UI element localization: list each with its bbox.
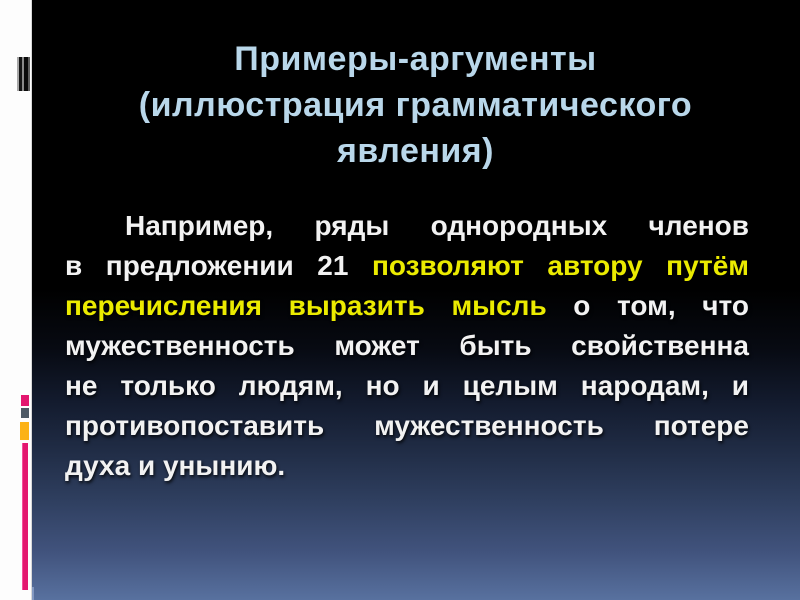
body-line — [65, 326, 749, 366]
body-text: не только людям, но и целым народам, и — [65, 370, 749, 401]
accent-marker-slate — [21, 408, 29, 418]
accent-marker-amber — [20, 422, 29, 440]
slide-body-paragraph — [65, 206, 749, 486]
body-line — [65, 246, 749, 286]
slide-title-line-3: явления) — [337, 132, 494, 170]
body-text: Например, ряды однородных членов — [125, 210, 749, 241]
body-text: о том, что — [546, 290, 749, 321]
slide-title — [31, 36, 800, 174]
highlight-text: позволяют автору путём — [371, 250, 749, 281]
body-line — [65, 446, 749, 486]
body-line — [65, 206, 749, 246]
body-line — [65, 406, 749, 446]
highlight-text: перечисления выразить мысль — [65, 290, 547, 321]
accent-marker-pink-small — [21, 395, 29, 406]
slide-title-line-1: Примеры-аргументы — [234, 40, 597, 78]
slide-title-line-2: (иллюстрация грамматического — [138, 86, 693, 124]
body-line — [65, 366, 749, 406]
slide-surface — [31, 0, 800, 600]
body-line — [65, 286, 749, 326]
accent-marker-striped — [17, 57, 30, 91]
body-text: духа и унынию. — [65, 450, 286, 481]
slide-margin-strip — [0, 0, 32, 600]
body-text: в предложении 21 — [65, 250, 372, 281]
body-text: мужественность может быть свойственна — [65, 330, 749, 361]
accent-bar-pink — [22, 443, 28, 590]
body-text: противопоставить мужественность потере — [65, 410, 749, 441]
